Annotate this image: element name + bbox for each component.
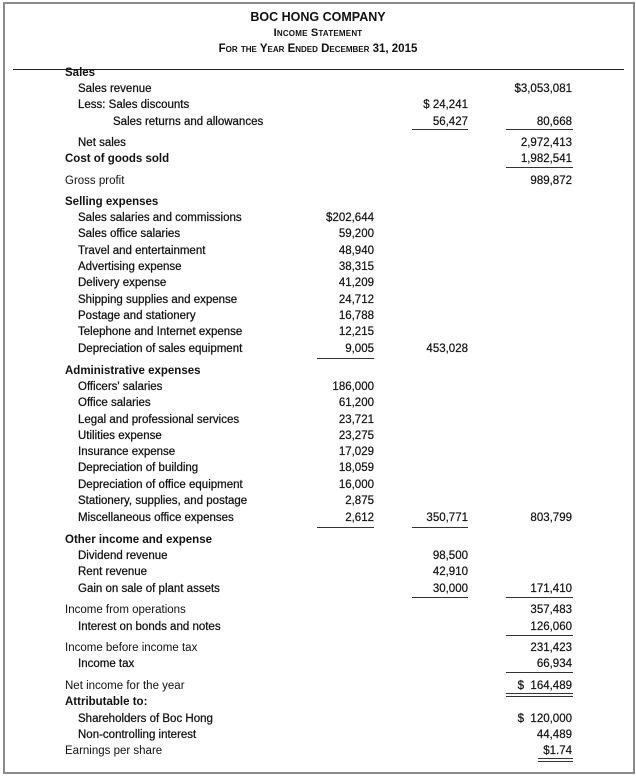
amount-c2: 453,028 <box>426 343 468 355</box>
line-item-label: Less: Sales discounts <box>78 99 190 111</box>
underline <box>506 635 573 636</box>
line-item-label: Sales office salaries <box>78 228 181 240</box>
underline <box>412 527 468 528</box>
line-item-label: Earnings per share <box>65 745 163 757</box>
statement-row <box>0 243 636 259</box>
statement-row <box>0 210 636 226</box>
amount-c1: 9,005 <box>345 343 374 355</box>
line-item-label: Gain on sale of plant assets <box>78 583 220 595</box>
amount-c1: 17,029 <box>338 446 374 458</box>
line-item-label: Interest on bonds and notes <box>78 621 221 633</box>
section-heading: Selling expenses <box>65 196 159 208</box>
underline <box>506 167 573 168</box>
statement-row <box>0 412 636 428</box>
statement-row <box>0 640 636 656</box>
amount-c3: 1,982,541 <box>520 153 572 165</box>
line-item-label: Miscellaneous office expenses <box>78 512 234 524</box>
statement-row <box>0 275 636 291</box>
amount-c2: 30,000 <box>432 583 468 595</box>
statement-row <box>0 493 636 509</box>
statement-row <box>0 65 636 81</box>
amount-c2: 56,427 <box>432 116 468 128</box>
underline <box>317 527 374 528</box>
line-item-label: Net income for the year <box>65 680 185 692</box>
statement-row <box>0 727 636 743</box>
amount-c1: 18,059 <box>338 462 374 474</box>
amount-c1: 12,215 <box>338 326 374 338</box>
statement-row <box>0 548 636 564</box>
amount-c3: 231,423 <box>530 642 572 654</box>
amount-c3: $ 164,489 <box>517 680 572 692</box>
amount-c3: 126,060 <box>530 621 572 633</box>
line-item-label: Non-controlling interest <box>78 729 197 741</box>
line-item-label: Shipping supplies and expense <box>78 294 238 306</box>
statement-row <box>0 81 636 97</box>
statement-row <box>0 460 636 476</box>
line-item-label: Postage and stationery <box>78 310 196 322</box>
amount-c1: 61,200 <box>338 397 374 409</box>
statement-row <box>0 743 636 759</box>
statement-row <box>0 226 636 242</box>
statement-row <box>0 619 636 635</box>
statement-row <box>0 581 636 597</box>
line-item-label: Income before income tax <box>65 642 198 654</box>
amount-c3: $1.74 <box>543 745 572 757</box>
underline <box>412 129 468 130</box>
amount-c2: 350,771 <box>426 512 468 524</box>
amount-c3: $ 120,000 <box>517 713 572 725</box>
statement-row <box>0 477 636 493</box>
amount-c1: 59,200 <box>338 228 374 240</box>
statement-row <box>0 510 636 526</box>
line-item-label: Sales salaries and commissions <box>78 212 242 224</box>
statement-row <box>0 602 636 618</box>
amount-c1: 186,000 <box>332 381 374 393</box>
amount-c2: 98,500 <box>432 550 468 562</box>
line-item-label: Utilities expense <box>78 430 162 442</box>
statement-row <box>0 97 636 113</box>
statement-row <box>0 259 636 275</box>
statement-row <box>0 395 636 411</box>
section-heading: Attributable to: <box>65 696 148 708</box>
section-heading: Sales <box>65 67 96 79</box>
line-item-label: Advertising expense <box>78 261 182 273</box>
line-item-label: Sales revenue <box>78 83 152 95</box>
line-item-label: Dividend revenue <box>78 550 168 562</box>
line-item-label: Income tax <box>78 658 135 670</box>
amount-c1: 38,315 <box>338 261 374 273</box>
statement-row <box>0 151 636 167</box>
line-item-label: Gross profit <box>65 175 125 187</box>
line-item-label: Rent revenue <box>78 566 148 578</box>
statement-row <box>0 444 636 460</box>
amount-c1: 2,612 <box>345 512 374 524</box>
statement-row <box>0 379 636 395</box>
line-item-label: Telephone and Internet expense <box>78 326 243 338</box>
line-item-label: Net sales <box>78 137 126 149</box>
amount-c3: $3,053,081 <box>514 83 572 95</box>
amount-c1: 23,275 <box>338 430 374 442</box>
section-heading: Cost of goods sold <box>65 153 170 165</box>
amount-c3: 44,489 <box>536 729 572 741</box>
amount-c1: 48,940 <box>338 245 374 257</box>
amount-c3: 66,934 <box>536 658 572 670</box>
line-item-label: Shareholders of Boc Hong <box>78 713 213 725</box>
statement-row <box>0 173 636 189</box>
amount-c3: 357,483 <box>530 604 572 616</box>
statement-row <box>0 135 636 151</box>
amount-c1: 23,721 <box>338 414 374 426</box>
line-item-label: Depreciation of sales equipment <box>78 343 243 355</box>
statement-row <box>0 341 636 357</box>
statement-row <box>0 114 636 130</box>
statement-period: For the Year Ended December 31, 2015 <box>218 43 418 55</box>
amount-c3: 171,410 <box>530 583 572 595</box>
underline <box>506 129 573 130</box>
amount-c2: 42,910 <box>432 566 468 578</box>
line-item-label: Depreciation of building <box>78 462 199 474</box>
statement-row <box>0 324 636 340</box>
section-heading: Administrative expenses <box>65 365 201 377</box>
statement-row <box>0 428 636 444</box>
statement-row <box>0 656 636 672</box>
amount-c1: 41,209 <box>338 277 374 289</box>
amount-c1: 16,788 <box>338 310 374 322</box>
line-item-label: Delivery expense <box>78 277 167 289</box>
statement-row <box>0 678 636 694</box>
line-item-label: Income from operations <box>65 604 186 616</box>
line-item-label: Depreciation of office equipment <box>78 479 243 491</box>
line-item-label: Sales returns and allowances <box>113 116 264 128</box>
underline <box>317 358 374 359</box>
amount-c2: $ 24,241 <box>423 99 468 111</box>
amount-c3: 80,668 <box>536 116 572 128</box>
amount-c3: 989,872 <box>530 175 572 187</box>
amount-c3: 2,972,413 <box>520 137 572 149</box>
amount-c1: 2,875 <box>345 495 374 507</box>
amount-c1: 16,000 <box>338 479 374 491</box>
statement-row <box>0 564 636 580</box>
statement-row <box>0 194 636 210</box>
underline <box>506 597 573 598</box>
statement-row <box>0 292 636 308</box>
double-underline <box>538 758 573 762</box>
underline <box>412 597 468 598</box>
company-name: BOC HONG COMPANY <box>250 10 386 24</box>
statement-title: Income Statement <box>273 27 363 39</box>
statement-row <box>0 363 636 379</box>
statement-row <box>0 711 636 727</box>
section-heading: Other income and expense <box>65 534 212 546</box>
double-underline <box>506 693 573 697</box>
line-item-label: Office salaries <box>78 397 151 409</box>
amount-c1: 24,712 <box>338 294 374 306</box>
line-item-label: Insurance expense <box>78 446 176 458</box>
line-item-label: Officers' salaries <box>78 381 163 393</box>
line-item-label: Legal and professional services <box>78 414 240 426</box>
statement-row <box>0 532 636 548</box>
amount-c3: 803,799 <box>530 512 572 524</box>
line-item-label: Travel and entertainment <box>78 245 206 257</box>
underline <box>506 672 573 673</box>
statement-row <box>0 308 636 324</box>
amount-c1: $202,644 <box>326 212 374 224</box>
line-item-label: Stationery, supplies, and postage <box>78 495 248 507</box>
